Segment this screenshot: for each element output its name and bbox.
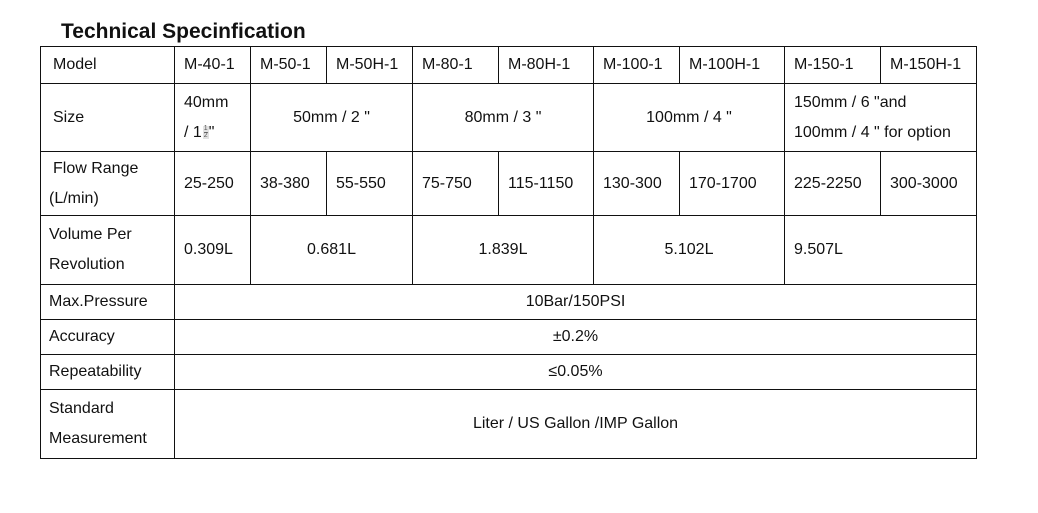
size-cell-m50: 50mm / 2 " (251, 84, 413, 152)
flow-range-cell: 170-1700 (680, 152, 785, 216)
label-standard-measurement (41, 390, 175, 459)
label-repeatability: Repeatability (41, 355, 175, 390)
volume-cell-m40: 0.309L (175, 216, 251, 285)
label-standard-line1: Standard (49, 400, 114, 417)
flow-range-cell: 130-300 (594, 152, 680, 216)
model-cell: M-150-1 (785, 47, 881, 84)
table-row-max-pressure (41, 285, 977, 320)
volume-cell-m100: 5.102L (594, 216, 785, 285)
label-flow-range-line1: Flow Range (53, 159, 139, 177)
size-cell-m80: 80mm / 3 " (413, 84, 594, 152)
max-pressure-value: 10Bar/150PSI (175, 285, 977, 320)
flow-range-cell: 225-2250 (785, 152, 881, 216)
size-m150-line2: 100mm / 4 " for option (794, 123, 951, 141)
flow-range-cell: 38-380 (251, 152, 327, 216)
model-cell: M-50H-1 (327, 47, 413, 84)
accuracy-value: ±0.2% (175, 320, 977, 355)
standard-measurement-value: Liter / US Gallon /IMP Gallon (175, 390, 977, 459)
model-cell: M-50-1 (251, 47, 327, 84)
volume-cell-m80: 1.839L (413, 216, 594, 285)
table-row-accuracy (41, 320, 977, 355)
table-row-volume (41, 216, 977, 285)
model-cell: M-80-1 (413, 47, 499, 84)
flow-range-cell: 25-250 (175, 152, 251, 216)
label-model: Model (41, 47, 175, 84)
model-cell: M-100-1 (594, 47, 680, 84)
label-volume-line2: Revolution (49, 256, 125, 273)
label-size: Size (41, 84, 175, 152)
size-m40-prefix: / 1 (184, 123, 202, 141)
flow-range-cell: 55-550 (327, 152, 413, 216)
volume-cell-m50: 0.681L (251, 216, 413, 285)
size-cell-m100: 100mm / 4 " (594, 84, 785, 152)
label-standard-line2: Measurement (49, 430, 147, 447)
page-title: Technical Specinfication (61, 20, 306, 43)
table-row-flow-range (41, 152, 977, 216)
spec-table (40, 46, 977, 459)
label-flow-range (41, 152, 175, 216)
size-cell-m150 (785, 84, 977, 152)
table-row-standard-measurement (41, 390, 977, 459)
fraction-denominator: 2 (203, 131, 208, 139)
table-row-size (41, 84, 977, 152)
label-max-pressure: Max.Pressure (41, 285, 175, 320)
table-row-model (41, 47, 977, 84)
model-cell: M-100H-1 (680, 47, 785, 84)
label-flow-range-line2: (L/min) (49, 189, 99, 207)
fraction-numerator: 1 (203, 124, 208, 132)
repeatability-value: ≤0.05% (175, 355, 977, 390)
label-volume-line1: Volume Per (49, 226, 132, 243)
label-accuracy: Accuracy (41, 320, 175, 355)
size-cell-m40 (175, 84, 251, 152)
flow-range-cell: 115-1150 (499, 152, 594, 216)
flow-range-cell: 300-3000 (881, 152, 977, 216)
size-m40-line1: 40mm (184, 93, 229, 111)
model-cell: M-80H-1 (499, 47, 594, 84)
size-m150-line1: 150mm / 6 "and (794, 93, 907, 111)
size-m40-suffix: " (208, 123, 215, 141)
flow-range-cell: 75-750 (413, 152, 499, 216)
size-m40-line2 (184, 118, 250, 148)
label-volume (41, 216, 175, 285)
model-cell: M-40-1 (175, 47, 251, 84)
volume-cell-m150: 9.507L (785, 216, 977, 285)
table-row-repeatability (41, 355, 977, 390)
model-cell: M-150H-1 (881, 47, 977, 84)
